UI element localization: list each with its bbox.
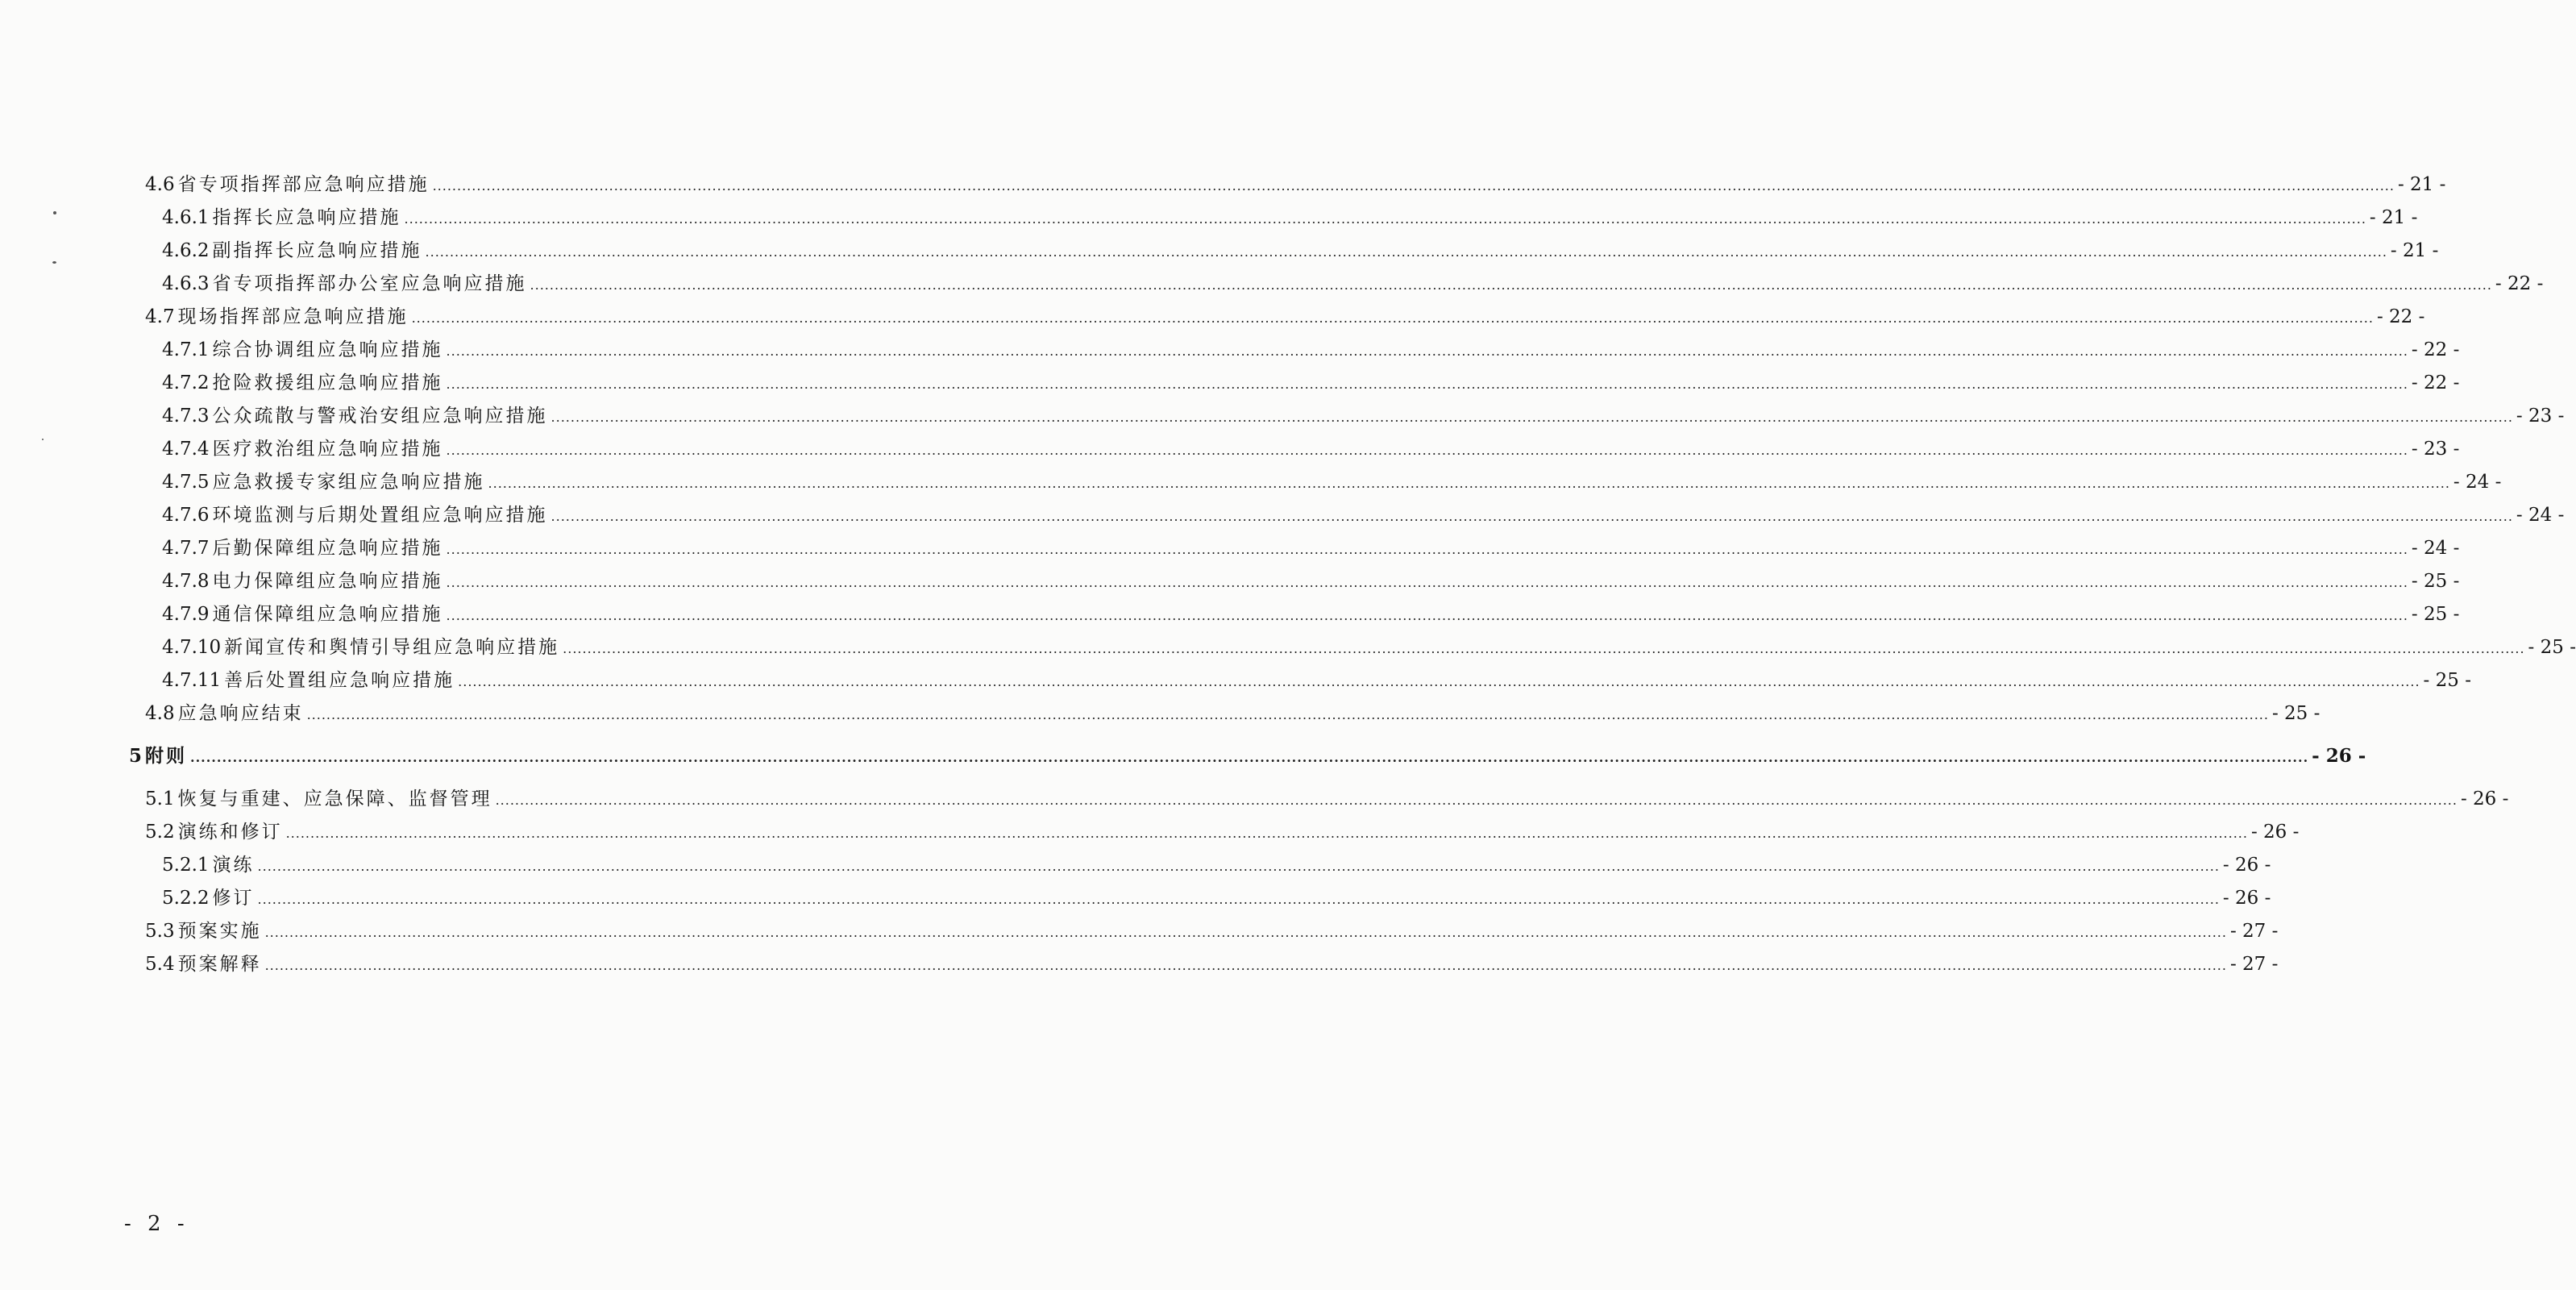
toc-entry-page: - 26 -	[2222, 888, 2271, 909]
toc-entry-label	[145, 701, 304, 726]
toc-entry-page: - 26 -	[2460, 789, 2509, 809]
toc-entry-page: - 22 -	[2411, 372, 2460, 393]
toc-entry-label	[162, 668, 455, 693]
toc-leader-dots: ................................................................................................................................................................................................................................................................................................................................................................................................................	[432, 178, 2395, 194]
toc-entry-label	[129, 743, 187, 769]
toc-entry-label	[162, 885, 255, 911]
toc-leader-dots: ................................................................................................................................................................................................................................................................................................................................................................................................................	[446, 443, 2408, 458]
toc-entry-number: 4.7.10	[162, 637, 222, 658]
toc-entry[interactable]	[162, 568, 2460, 594]
toc-entry[interactable]	[162, 238, 2439, 264]
toc-entry[interactable]	[162, 436, 2460, 462]
toc-entry-title: 通信保障组应急响应措施	[212, 604, 443, 625]
toc-entry-page: - 25 -	[2423, 670, 2471, 691]
toc-entry-label	[162, 271, 527, 297]
toc-entry-number: 4.6.1	[162, 207, 210, 228]
toc-entry-label	[162, 205, 401, 231]
scan-speck	[53, 211, 56, 214]
toc-entry[interactable]	[145, 701, 2320, 726]
toc-entry-title: 预案解释	[177, 954, 262, 975]
toc-entry-label	[162, 568, 443, 594]
toc-entry[interactable]	[162, 668, 2471, 693]
toc-entry[interactable]	[162, 852, 2271, 878]
toc-entry-page: - 24 -	[2411, 538, 2460, 559]
toc-leader-dots: ................................................................................................................................................................................................................................................................................................................................................................................................................	[551, 410, 2513, 425]
toc-entry-page: - 26 -	[2312, 745, 2366, 767]
page-number: - 2 -	[124, 1212, 189, 1236]
toc-entry-title: 环境监测与后期处置组应急响应措施	[212, 505, 548, 526]
toc-entry-label	[162, 469, 485, 495]
toc-entry-number: 4.7.1	[162, 339, 210, 360]
toc-leader-dots: ................................................................................................................................................................................................................................................................................................................................................................................................................	[257, 859, 2220, 874]
toc-entry-number: 5.4	[145, 954, 175, 975]
toc-entry-title: 电力保障组应急响应措施	[212, 571, 443, 592]
toc-entry-title: 副指挥长应急响应措施	[212, 240, 422, 261]
toc-entry-page: - 22 -	[2376, 306, 2425, 327]
toc-entry-number: 5.1	[145, 789, 175, 809]
toc-entry[interactable]	[145, 304, 2425, 330]
toc-entry-page: - 23 -	[2516, 406, 2565, 427]
toc-entry-number: 4.7.9	[162, 604, 210, 625]
toc-entry[interactable]	[129, 743, 2366, 769]
toc-entry[interactable]	[162, 502, 2565, 528]
toc-entry[interactable]	[162, 370, 2460, 396]
toc-entry-number: 4.7.8	[162, 571, 210, 592]
toc-entry-title: 修订	[212, 888, 255, 909]
toc-entry[interactable]	[145, 172, 2446, 198]
toc-entry-number: 4.7.7	[162, 538, 210, 559]
toc-entry[interactable]	[162, 535, 2460, 561]
toc-entry-page: - 22 -	[2495, 273, 2544, 294]
toc-leader-dots: ................................................................................................................................................................................................................................................................................................................................................................................................................	[488, 476, 2450, 491]
toc-entry-number: 5.2.2	[162, 888, 210, 909]
toc-entry-page: - 27 -	[2229, 921, 2279, 942]
toc-leader-dots: ................................................................................................................................................................................................................................................................................................................................................................................................................	[306, 707, 2269, 722]
toc-entry-number: 4.7.11	[162, 670, 222, 691]
toc-entry-number: 4.7	[145, 306, 175, 327]
toc-entry-label	[145, 918, 262, 944]
toc-entry-page: - 25 -	[2271, 703, 2320, 724]
toc-entry-label	[162, 535, 443, 561]
toc-entry[interactable]	[145, 951, 2279, 977]
toc-entry-label	[162, 436, 443, 462]
scan-speck	[52, 261, 56, 264]
toc-leader-dots: ................................................................................................................................................................................................................................................................................................................................................................................................................	[446, 542, 2408, 557]
toc-entry-title: 应急响应结束	[177, 703, 304, 724]
toc-entry-label	[162, 502, 548, 528]
toc-entry-number: 5	[129, 745, 143, 767]
toc-entry-label	[162, 238, 422, 264]
toc-entry[interactable]	[162, 271, 2544, 297]
toc-entry-number: 4.7.6	[162, 505, 210, 526]
toc-leader-dots: ................................................................................................................................................................................................................................................................................................................................................................................................................	[257, 892, 2220, 907]
toc-entry-title: 抢险救援组应急响应措施	[212, 372, 443, 393]
toc-entry-number: 4.7.2	[162, 372, 210, 393]
toc-entry-number: 5.2	[145, 822, 175, 843]
toc-entry-label	[145, 819, 283, 845]
toc-entry-title: 演练和修订	[177, 822, 283, 843]
toc-entry-number: 4.7.3	[162, 406, 210, 427]
toc-entry-title: 现场指挥部应急响应措施	[177, 306, 409, 327]
toc-entry-page: - 25 -	[2528, 637, 2576, 658]
toc-entry-title: 公众疏散与警戒治安组应急响应措施	[212, 406, 548, 427]
toc-entry-page: - 25 -	[2411, 571, 2460, 592]
toc-entry-title: 附则	[145, 745, 188, 767]
toc-leader-dots: ................................................................................................................................................................................................................................................................................................................................................................................................................	[551, 509, 2513, 524]
toc-entry-page: - 21 -	[2369, 207, 2418, 228]
toc-entry-label	[162, 852, 255, 878]
toc-entry-label	[162, 403, 548, 429]
toc-entry-title: 综合协调组应急响应措施	[212, 339, 443, 360]
toc-leader-dots: ................................................................................................................................................................................................................................................................................................................................................................................................................	[563, 641, 2525, 656]
toc-entry-title: 恢复与重建、应急保障、监督管理	[177, 789, 492, 809]
toc-leader-dots: ................................................................................................................................................................................................................................................................................................................................................................................................................	[404, 211, 2366, 227]
toc-entry-title: 省专项指挥部应急响应措施	[177, 174, 430, 195]
toc-leader-dots: ................................................................................................................................................................................................................................................................................................................................................................................................................	[425, 244, 2387, 260]
toc-leader-dots: ................................................................................................................................................................................................................................................................................................................................................................................................................	[530, 277, 2492, 293]
toc-entry-label	[162, 635, 559, 660]
toc-leader-dots: ................................................................................................................................................................................................................................................................................................................................................................................................................	[446, 377, 2408, 392]
toc-leader-dots: ................................................................................................................................................................................................................................................................................................................................................................................................................	[285, 826, 2248, 841]
toc-entry-page: - 24 -	[2516, 505, 2565, 526]
toc-entry-label	[145, 786, 492, 812]
toc-entry-label	[162, 370, 443, 396]
toc-entry[interactable]	[162, 635, 2576, 660]
scan-speck	[42, 439, 44, 440]
toc-leader-dots: ................................................................................................................................................................................................................................................................................................................................................................................................................	[264, 958, 2227, 973]
toc-entry-title: 后勤保障组应急响应措施	[212, 538, 443, 559]
toc-entry-number: 5.2.1	[162, 855, 210, 876]
toc-entry-page: - 27 -	[2229, 954, 2279, 975]
toc-entry[interactable]	[145, 786, 2509, 812]
toc-entry-page: - 26 -	[2250, 822, 2300, 843]
toc-entry-page: - 23 -	[2411, 439, 2460, 460]
toc-entry[interactable]	[162, 205, 2418, 231]
toc-leader-dots: ................................................................................................................................................................................................................................................................................................................................................................................................................	[411, 310, 2374, 326]
toc-entry-title: 演练	[212, 855, 255, 876]
toc-entry-title: 预案实施	[177, 921, 262, 942]
toc-entry-page: - 25 -	[2411, 604, 2460, 625]
toc-entry-number: 5.3	[145, 921, 175, 942]
toc-entry-page: - 22 -	[2411, 339, 2460, 360]
toc-leader-dots: ................................................................................................................................................................................................................................................................................................................................................................................................................	[495, 793, 2458, 808]
toc-entry-label	[145, 304, 409, 330]
toc-entry[interactable]	[162, 469, 2502, 495]
toc-entry-title: 省专项指挥部办公室应急响应措施	[212, 273, 527, 294]
toc-entry-label	[162, 337, 443, 363]
toc-entry[interactable]	[145, 819, 2300, 845]
toc-entry-title: 善后处置组应急响应措施	[224, 670, 455, 691]
toc-entry[interactable]	[145, 918, 2279, 944]
toc-entry-page: - 21 -	[2397, 174, 2446, 195]
toc-leader-dots: ................................................................................................................................................................................................................................................................................................................................................................................................................	[458, 674, 2420, 689]
toc-leader-dots: ................................................................................................................................................................................................................................................................................................................................................................................................................	[264, 925, 2227, 940]
toc-entry-label	[145, 951, 262, 977]
toc-entry-page: - 24 -	[2453, 472, 2502, 493]
toc-entry-title: 指挥长应急响应措施	[212, 207, 401, 228]
toc-entry[interactable]	[162, 885, 2271, 911]
toc-entry-number: 4.6.2	[162, 240, 210, 261]
toc-entry-number: 4.7.5	[162, 472, 210, 493]
toc-entry-page: - 21 -	[2390, 240, 2439, 261]
toc-leader-dots: ................................................................................................................................................................................................................................................................................................................................................................................................................	[446, 608, 2408, 623]
toc-entry-label	[145, 172, 430, 198]
toc-entry-label	[162, 601, 443, 627]
toc-entry[interactable]	[162, 337, 2460, 363]
toc-entry-title: 应急救援专家组应急响应措施	[212, 472, 485, 493]
toc-entry-number: 4.6.3	[162, 273, 210, 294]
toc-entry-number: 4.6	[145, 174, 175, 195]
toc-entry-number: 4.8	[145, 703, 175, 724]
toc-leader-dots: ................................................................................................................................................................................................................................................................................................................................................................................................................	[446, 343, 2408, 359]
toc-entry[interactable]	[162, 403, 2565, 429]
toc-entry-number: 4.7.4	[162, 439, 210, 460]
toc-entry[interactable]	[162, 601, 2460, 627]
toc-leader-dots: ................................................................................................................................................................................................................................................................................................................................................................................................................	[446, 575, 2408, 590]
toc-entry-title: 医疗救治组应急响应措施	[212, 439, 443, 460]
toc-entry-title: 新闻宣传和舆情引导组应急响应措施	[224, 637, 560, 658]
toc-leader-dots: ................................................................................................................................................................................................................................................................................................................................................................................................................	[190, 750, 2309, 765]
toc-entry-page: - 26 -	[2222, 855, 2271, 876]
